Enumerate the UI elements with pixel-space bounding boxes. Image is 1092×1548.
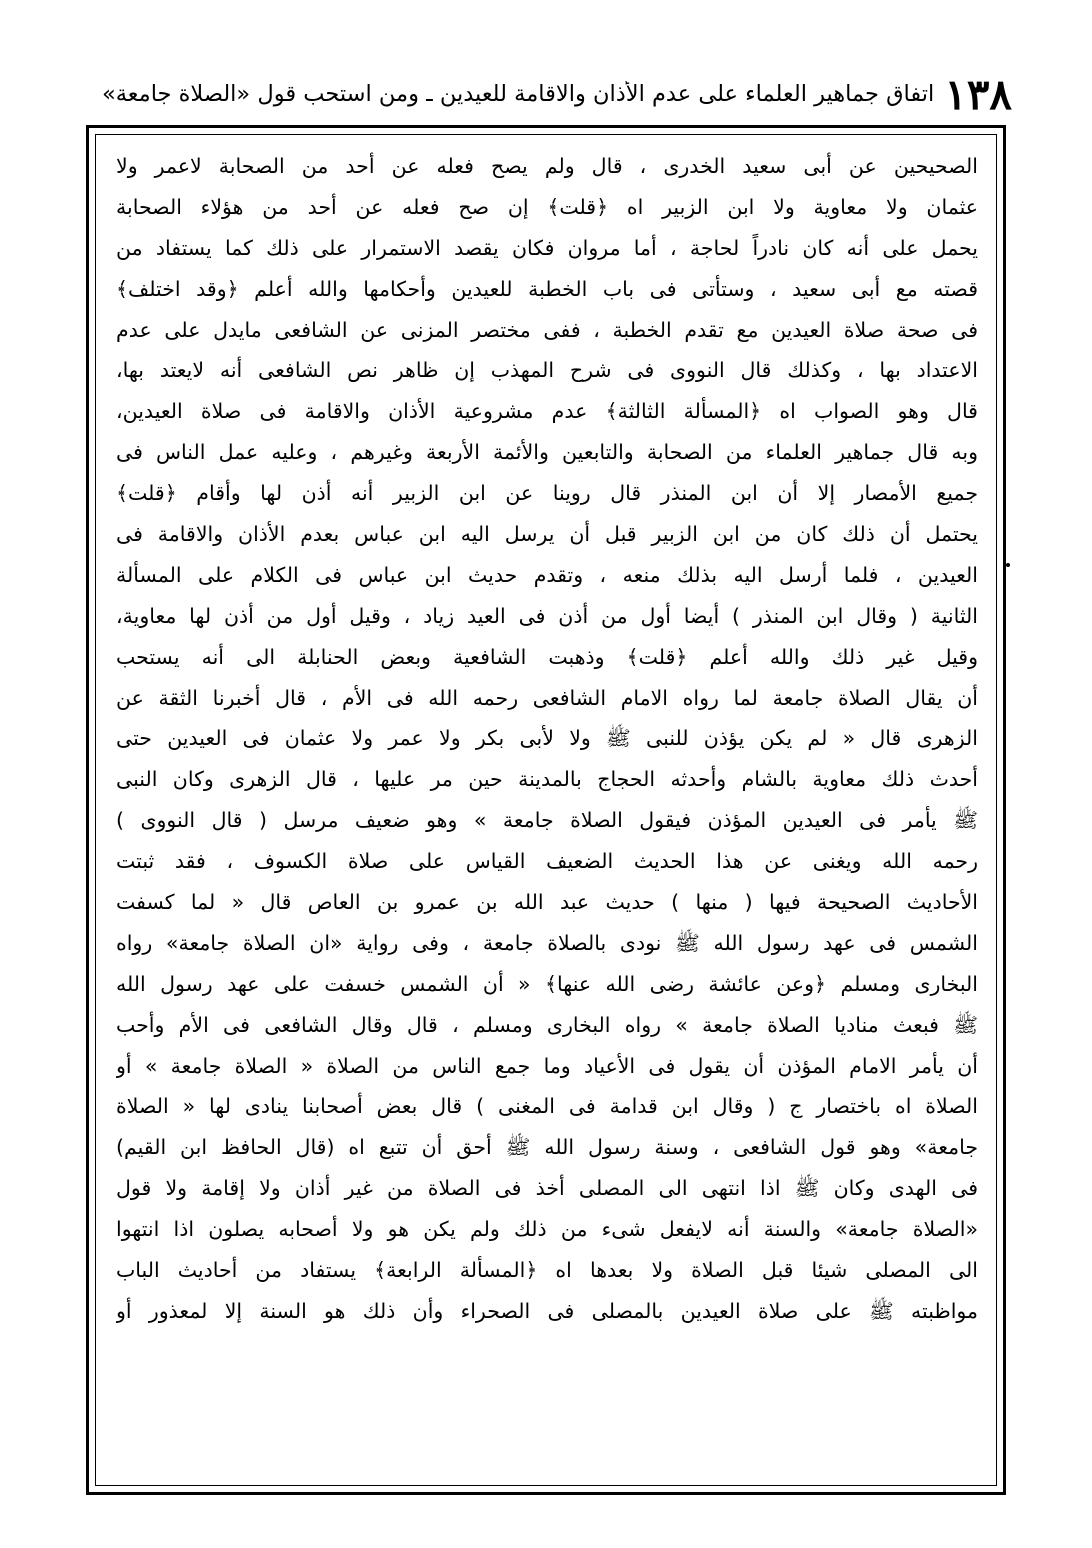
text-line: الاعتداد بها ، وكذلك قال النووى فى شرح المهذب إن ظاهر نص الشافعى أنه لايعتد بها، <box>116 358 978 383</box>
print-speck <box>1006 563 1010 567</box>
text-line: الثانية ( وقال ابن المنذر ) أيضا أول من أذن فى العيد زياد ، وقيل أول من أذن لها معاوية، <box>116 603 978 628</box>
text-line: يحتمل أن ذلك كان من ابن الزبير قبل أن يرسل اليه ابن عباس بعدم الأذان والاقامة فى <box>116 522 978 547</box>
text-line: وبه قال جماهير العلماء من الصحابة والتابعين والأئمة الأربعة وغيرهم ، وعليه عمل الناس فى <box>116 440 978 465</box>
page-number: ١٣٨ <box>944 69 1012 119</box>
text-line: قال وهو الصواب اه ﴿المسألة الثالثة﴾ عدم مشروعية الأذان والاقامة فى صلاة العيدين، <box>116 399 978 424</box>
running-title: اتفاق جماهير العلماء على عدم الأذان والاقامة للعيدين ـ ومن استحب قول «الصلاة جامعة» <box>101 81 935 107</box>
body-text <box>116 146 978 1486</box>
text-line: الشمس فى عهد رسول الله ﷺ نودى بالصلاة جامعة ، وفى رواية «ان الصلاة جامعة» رواه <box>116 930 978 955</box>
text-line: الصحيحين عن أبى سعيد الخدرى ، قال ولم يصح فعله عن أحد من الصحابة لاعمر ولا <box>116 154 978 178</box>
text-line: قصته مع أبى سعيد ، وستأتى فى باب الخطبة للعيدين وأحكامها والله أعلم ﴿وقد اختلف﴾ <box>116 276 978 301</box>
text-line: «الصلاة جامعة» والسنة أنه لايفعل شىء من ذلك ولم يكن هو ولا أصحابه يصلون اذا انتهوا <box>116 1217 978 1242</box>
text-line: وقيل غير ذلك والله أعلم ﴿قلت﴾ وذهبت الشافعية وبعض الحنابلة الى أنه يستحب <box>116 644 978 669</box>
text-line: رحمه الله ويغنى عن هذا الحديث الضعيف القياس على صلاة الكسوف ، فقد ثبتت <box>116 849 978 874</box>
text-line: جميع الأمصار إلا أن ابن المنذر قال روينا عن ابن الزبير أنه أذن لها وأقام ﴿قلت﴾ <box>116 481 978 506</box>
text-line: يحمل على أنه كان نادراً لحاجة ، أما مروان فكان يقصد الاستمرار على ذلك كما يستفاد من <box>116 235 978 260</box>
text-line: الزهرى قال « لم يكن يؤذن للنبى ﷺ ولا لأبى بكر ولا عمر ولا عثمان فى العيدين حتى <box>116 726 978 751</box>
text-line: الأحاديث الصحيحة فيها ( منها ) حديث عبد الله بن عمرو بن العاص قال « لما كسفت <box>116 890 978 915</box>
text-line: الى المصلى شيئا قبل الصلاة ولا بعدها اه ﴿المسألة الرابعة﴾ يستفاد من أحاديث الباب <box>116 1258 978 1283</box>
text-line: مواظبته ﷺ على صلاة العيدين بالمصلى فى الصحراء وأن ذلك هو السنة إلا لمعذور أو <box>116 1298 978 1323</box>
text-line: عثمان ولا معاوية ولا ابن الزبير اه ﴿قلت﴾ إن صح فعله عن أحد من هؤلاء الصحابة <box>116 194 978 219</box>
text-line: الصلاة اه باختصار ج ( وقال ابن قدامة فى المغنى ) قال بعض أصحابنا ينادى لها « الصلاة <box>116 1094 978 1119</box>
text-line: البخارى ومسلم ﴿وعن عائشة رضى الله عنها﴾ « أن الشمس خسفت على عهد رسول الله <box>116 971 978 996</box>
text-line: فى الهدى وكان ﷺ اذا انتهى الى المصلى أخذ فى الصلاة من غير أذان ولا إقامة ولا قول <box>116 1176 978 1201</box>
text-line: جامعة» وهو قول الشافعى ، وسنة رسول الله ﷺ أحق أن تتبع اه (قال الحافظ ابن القيم) <box>116 1135 978 1160</box>
text-line: العيدين ، فلما أرسل اليه بذلك منعه ، وتقدم حديث ابن عباس فى الكلام على المسألة <box>116 562 978 587</box>
text-line: ﷺ فبعث مناديا الصلاة جامعة » رواه البخارى ومسلم ، قال وقال الشافعى فى الأم وأحب <box>116 1012 978 1037</box>
text-line: ﷺ يأمر فى العيدين المؤذن فيقول الصلاة جامعة » وهو ضعيف مرسل ( قال النووى ) <box>116 808 978 833</box>
text-line: فى صحة صلاة العيدين مع تقدم الخطبة ، ففى مختصر المزنى عن الشافعى مايدل على عدم <box>116 317 978 342</box>
text-line: أحدث ذلك معاوية بالشام وأحدثه الحجاج بالمدينة حين مر عليها ، قال الزهرى وكان النبى <box>116 767 978 792</box>
text-line: أن يأمر الامام المؤذن أن يقول فى الأعياد وما جمع الناس من الصلاة « الصلاة جامعة » أو <box>116 1053 978 1078</box>
text-line: أن يقال الصلاة جامعة لما رواه الامام الشافعى رحمه الله فى الأم ، قال أخبرنا الثقة عن <box>116 685 978 710</box>
page-header <box>96 66 1012 122</box>
